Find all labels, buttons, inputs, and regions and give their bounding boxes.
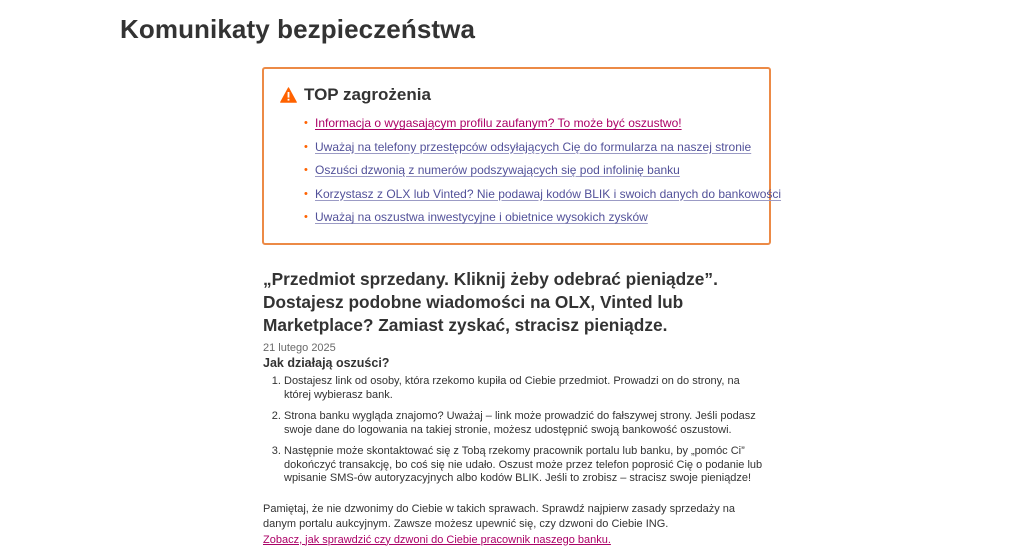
threat-link-investment-scams[interactable]: Uważaj na oszustwa inwestycyjne i obietnice wysokich zysków [315,210,648,224]
bullet: • [304,117,308,129]
bullet: • [304,187,308,200]
bullet: • [304,211,308,223]
article-subheading: Jak działają oszuści? [263,356,390,370]
top-threats-box [262,67,782,245]
top-threats-title: TOP zagrożenia [304,85,431,104]
threat-link-spoofed-hotline[interactable]: Oszuści dzwonią z numerów podszywających się pod infolinię banku [315,163,680,177]
closing-text: Pamiętaj, że nie dzwonimy do Ciebie w takich sprawach. Sprawdź najpierw zasady sprzedaży na danym portalu aukcyjnym. Zawsze możesz upewnić się, czy dzwoni do Ciebie ING. [263,502,736,530]
bullet: • [304,140,308,153]
article [263,268,783,548]
threat-link-olx-vinted[interactable]: Korzystasz z OLX lub Vinted? Nie podawaj kodów BLIK i swoich danych do bankowości [315,186,782,201]
steps-list [263,375,764,486]
closing-paragraph [263,502,763,549]
step-item: 2. Strona banku wygląda znajomo? Uważaj – link może prowadzić do fałszywej strony. Jeśli podasz swoje dane do logowania na takiej stronie, możesz udostępnić swoją bankowość oszustowi. [284,410,764,437]
article-title: „Przedmiot sprzedany. Kliknij żeby odebrać pieniądze”. Dostajesz podobne wiadomości na OLX, Vinted lub Marketplace? Zamiast zyskać, stracisz pieniądze. [263,269,718,335]
top-threats-header [280,85,431,105]
article-date: 21 lutego 2025 [263,342,336,354]
threat-link-phone-form[interactable]: Uważaj na telefony przestępców odsyłających Cię do formularza na naszej stronie [315,139,752,154]
threat-link-trusted-profile[interactable]: Informacja o wygasającym profilu zaufanym? To może być oszustwo! [315,116,682,130]
page-title: Komunikaty bezpieczeństwa [120,14,476,44]
bullet: • [304,164,308,176]
verify-caller-link[interactable]: Zobacz, jak sprawdzić czy dzwoni do Ciebie pracownik naszego banku. [263,533,611,546]
step-item: 1. Dostajesz link od osoby, która rzekomo kupiła od Ciebie przedmiot. Prowadzi on do strony, na której wybierasz bank. [284,375,764,402]
step-item: 3. Następnie może skontaktować się z Tobą rzekomy pracownik portalu lub banku, by „pomóc Ci” dokończyć transakcję, bo coś się nie udało. Oszust może przez telefon poprosić Cię o podanie lub wpisanie SMS-ów autoryzacyjnych albo kodów BLIK. Jeśli to zrobisz – stracisz swoje pieniądze! [284,445,764,486]
warning-icon [280,87,297,103]
